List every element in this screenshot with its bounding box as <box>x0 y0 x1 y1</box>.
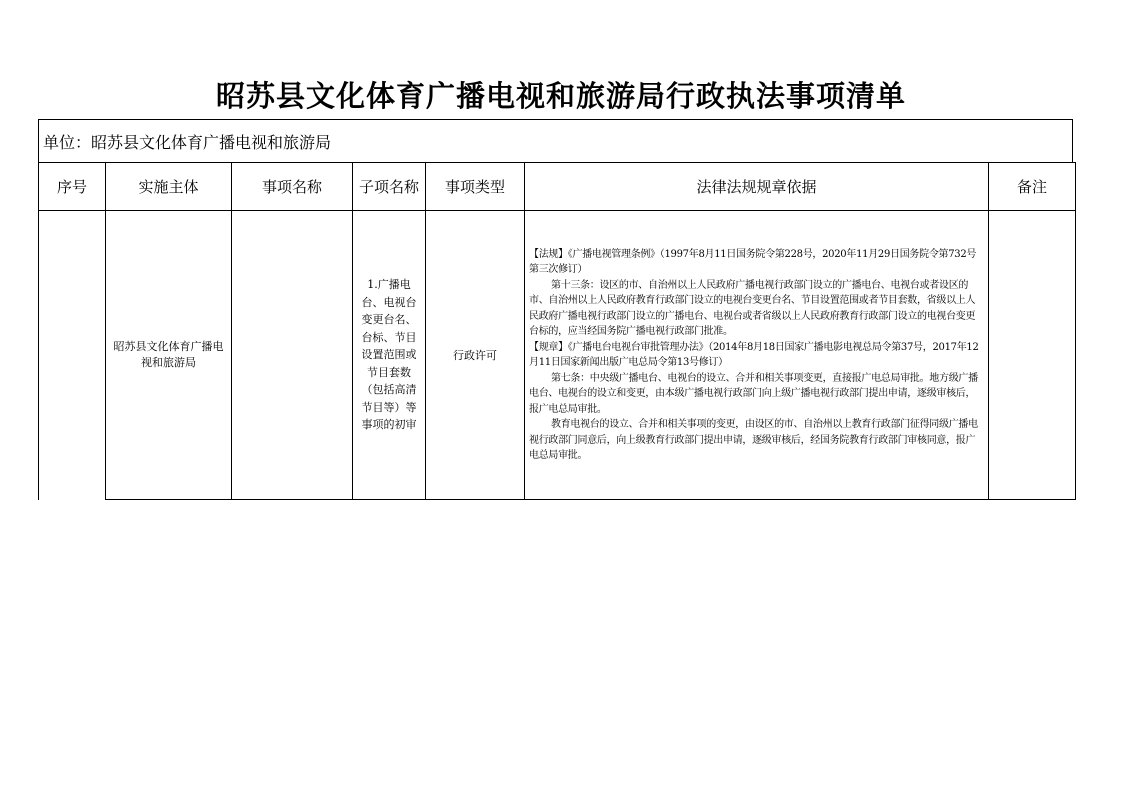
header-note: 备注 <box>989 163 1076 211</box>
table-row <box>39 211 1076 500</box>
cell-subject-wrap <box>106 211 232 500</box>
enforcement-table <box>38 162 1076 500</box>
unit-label: 单位：昭苏县文化体育广播电视和旅游局 <box>38 119 1073 162</box>
basis-article-7: 第七条：中央级广播电台、电视台的设立、合并和相关事项变更，直接报广电总局审批。地方级广播电台、电视台的设立和变更，由本级广播电视行政部门向上级广播电视行政部门提出申请，逐级审核后，报广电总局审批。 <box>529 372 978 415</box>
cell-basis-wrap <box>525 211 989 500</box>
cell-type-wrap <box>426 211 525 500</box>
header-seq: 序号 <box>39 163 106 211</box>
header-row <box>39 163 1076 211</box>
enforcement-list-sheet <box>38 119 1075 502</box>
header-subitem: 子项名称 <box>353 163 426 211</box>
basis-education-tv: 教育电视台的设立、合并和相关事项的变更，由设区的市、自治州以上教育行政部门征得同级广播电视行政部门同意后，向上级教育行政部门提出申请，逐级审核后，经国务院教育行政部门审核同意，报广电总局审批。 <box>529 419 978 461</box>
cell-note <box>989 211 1076 500</box>
cell-subitem: 1.广播电台、电视台变更台名、台标、节目设置范围或节目套数（包括高清节目等）等事项的初审 <box>361 278 417 432</box>
basis-law-title: 【法规】《广播电视管理条例》（1997年8月11日国务院令第228号，2020年11月29日国务院令第732号第三次修订） <box>529 248 977 275</box>
header-type: 事项类型 <box>426 163 525 211</box>
basis-rule-title: 【规章】《广播电台电视台审批管理办法》（2014年8月18日国家广播电影电视总局令第37号，2017年12月11日国家新闻出版广电总局令第13号修订） <box>529 341 979 368</box>
cell-seq <box>39 211 106 500</box>
header-subject: 实施主体 <box>106 163 232 211</box>
cell-basis <box>525 247 988 464</box>
basis-article-13: 第十三条：设区的市、自治州以上人民政府广播电视行政部门设立的广播电台、电视台或者设区的市、自治州以上人民政府教育行政部门设立的电视台变更台名、节目设置范围或者节目套数，省级以上人民政府广播电视行政部门设立的广播电台、电视台或者省级以上人民政府教育行政部门设立的电视台变更台标的，应当经国务院广播电视行政部门批准。 <box>529 279 976 337</box>
cell-subject: 昭苏县文化体育广播电视和旅游局 <box>113 340 224 369</box>
header-item: 事项名称 <box>232 163 353 211</box>
cell-type: 行政许可 <box>453 349 497 362</box>
header-basis: 法律法规规章依据 <box>525 163 989 211</box>
cell-item <box>232 211 353 500</box>
cell-subitem-wrap <box>353 211 426 500</box>
page-title: 昭苏县文化体育广播电视和旅游局行政执法事项清单 <box>215 79 906 113</box>
